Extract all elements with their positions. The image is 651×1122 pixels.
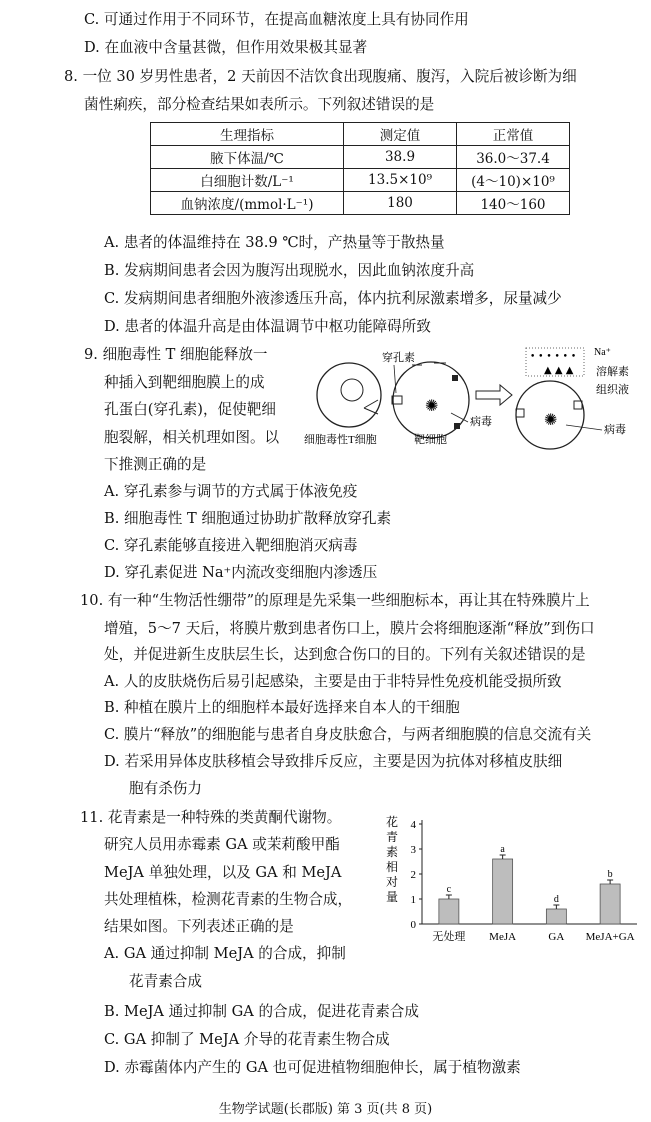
x-tick-label: MeJA+GA	[585, 931, 635, 943]
lysozyme-label: 溶解素	[596, 366, 629, 378]
q10-option-a: A. 人的皮肤烧伤后易引起感染，主要是由于非特异性免疫机能受损所致	[104, 673, 562, 690]
y-axis-label-char: 量	[386, 890, 399, 904]
virus-icon: ✺	[425, 396, 439, 415]
q11-stem-line1: 11. 花青素是一种特殊的类黄酮代谢物。	[80, 809, 342, 826]
tissue-fluid-label: 组织液	[596, 384, 629, 396]
table-header-cell: 生理指标	[151, 123, 344, 146]
q9-stem-line3: 孔蛋白(穿孔素)，促使靶细	[104, 401, 276, 418]
q10-stem-line3: 处，并促进新生皮肤层生长，达到愈合伤口的目的。下列有关叙述错误的是	[104, 646, 586, 663]
table-cell: (4～10)×10⁹	[457, 169, 570, 192]
q10-option-d: D. 若采用异体皮肤移植会导致排斥反应，主要是因为抗体对移植皮肤细	[104, 753, 563, 770]
option-c-prev: C. 可通过作用于不同环节，在提高血糖浓度上具有协同作用	[84, 11, 469, 28]
perforin-mechanism-diagram	[304, 343, 649, 453]
pore-channel	[516, 409, 524, 417]
significance-letter: c	[446, 884, 452, 895]
option-d-prev: D. 在血液中含量甚微，但作用效果极其显著	[84, 39, 368, 56]
q8-option-b: B. 发病期间患者会因为腹泻出现脱水，因此血钠浓度升高	[104, 262, 475, 279]
virus-label-1: 病毒	[470, 416, 492, 428]
q9-stem-line5: 下推测正确的是	[104, 456, 207, 473]
pore-mark	[452, 375, 458, 381]
bar	[493, 859, 513, 924]
q8-stem-line2: 菌性痢疾，部分检查结果如表所示。下列叙述错误的是	[84, 96, 435, 113]
bar	[600, 884, 620, 924]
bar	[546, 909, 566, 924]
virus-icon: ✺	[544, 410, 558, 429]
significance-letter: d	[553, 894, 559, 905]
y-tick-label: 0	[410, 919, 416, 931]
table-cell: 腋下体温/℃	[151, 146, 344, 169]
q9-stem-line2: 种插入到靶细胞膜上的成	[104, 374, 265, 391]
perforin-label: 穿孔素	[382, 352, 415, 364]
na-label: Na⁺	[594, 347, 611, 358]
x-tick-label: 无处理	[432, 931, 466, 943]
y-tick-label: 1	[410, 894, 416, 906]
q9-option-c: C. 穿孔素能够直接进入靶细胞消灭病毒	[104, 537, 358, 554]
q10-option-b: B. 种植在膜片上的细胞样本最好选择来自本人的干细胞	[104, 699, 460, 716]
q10-option-c: C. 膜片“释放”的细胞能与患者自身皮肤愈合，与两者细胞膜的信息交流有关	[104, 726, 592, 743]
q11-stem-line4: 共处理植株，检测花青素的生物合成，	[104, 891, 353, 908]
table-header-row	[151, 123, 570, 146]
q11-stem-line2: 研究人员用赤霉素 GA 或茉莉酸甲酯	[104, 836, 340, 853]
q11-option-a: A. GA 通过抑制 MeJA 的合成，抑制	[104, 945, 346, 962]
y-axis-label-char: 青	[386, 830, 399, 844]
y-axis-label-char: 花	[386, 815, 399, 829]
q9-option-b: B. 细胞毒性 T 细胞通过协助扩散释放穿孔素	[104, 510, 392, 527]
na-ion-dots: • • • • • •	[530, 352, 577, 362]
virus-label-2: 病毒	[604, 424, 626, 436]
process-arrow	[476, 385, 512, 405]
target-cell-label: 靶细胞	[414, 434, 447, 446]
q8-option-a: A. 患者的体温维持在 38.9 ℃时，产热量等于散热量	[104, 234, 445, 251]
ctl-label: 细胞毒性T细胞	[304, 434, 377, 446]
virus-pointer	[566, 425, 602, 430]
significance-letter: a	[500, 844, 505, 855]
table-row	[151, 169, 570, 192]
ctl-nucleus	[341, 379, 363, 401]
table-cell: 180	[344, 192, 457, 215]
bar	[439, 899, 459, 924]
table-cell: 13.5×10⁹	[344, 169, 457, 192]
y-axis-label-char: 对	[386, 875, 399, 889]
table-header-cell: 正常值	[457, 123, 570, 146]
q11-option-c: C. GA 抑制了 MeJA 介导的花青素生物合成	[104, 1031, 390, 1048]
y-tick-label: 2	[410, 869, 416, 881]
q11-option-b: B. MeJA 通过抑制 GA 的合成，促进花青素合成	[104, 1003, 419, 1020]
significance-letter: b	[607, 869, 613, 880]
q11-option-a-cont: 花青素合成	[129, 973, 202, 990]
q8-stem-line1: 8. 一位 30 岁男性患者，2 天前因不洁饮食出现腹痛、腹泻，入院后被诊断为细	[64, 68, 577, 85]
q8-option-d: D. 患者的体温升高是由体温调节中枢功能障碍所致	[104, 318, 431, 335]
q11-option-d: D. 赤霉菌体内产生的 GA 也可促进植物细胞伸长，属于植物激素	[104, 1059, 521, 1076]
q9-option-d: D. 穿孔素促进 Na⁺内流改变细胞内渗透压	[104, 564, 378, 581]
x-tick-label: GA	[548, 931, 565, 943]
q9-stem-line1: 9. 细胞毒性 T 细胞能释放一	[84, 346, 268, 363]
table-row	[151, 192, 570, 215]
y-axis-label-char: 素	[386, 845, 399, 859]
q8-option-c: C. 发病期间患者细胞外液渗透压升高，体内抗利尿激素增多，尿量减少	[104, 290, 562, 307]
table-cell: 36.0～37.4	[457, 146, 570, 169]
page-footer: 生物学试题(长郡版) 第 3 页(共 8 页)	[218, 1102, 433, 1117]
q11-stem-line3: MeJA 单独处理，以及 GA 和 MeJA	[104, 864, 342, 881]
q10-stem-line2: 增殖，5～7 天后，将膜片敷到患者伤口上，膜片会将细胞逐渐“释放”到伤口	[104, 620, 595, 637]
q10-stem-line1: 10. 有一种“生物活性绷带”的原理是先采集一些细胞标本，再让其在特殊膜片上	[80, 592, 590, 609]
lysozyme-triangles: ▲ ▲ ▲	[544, 365, 574, 376]
q9-option-a: A. 穿孔素参与调节的方式属于体液免疫	[104, 483, 358, 500]
ctl-cell	[317, 363, 381, 427]
table-row	[151, 146, 570, 169]
y-tick-label: 4	[410, 819, 416, 831]
table-header-cell: 测定值	[344, 123, 457, 146]
table-cell: 140～160	[457, 192, 570, 215]
anthocyanin-bar-chart	[382, 812, 644, 962]
pore-mark	[454, 423, 460, 429]
q8-data-table	[150, 122, 570, 215]
q11-stem-line5: 结果如图。下列表述正确的是	[104, 918, 294, 935]
table-cell: 血钠浓度/(mmol·L⁻¹)	[151, 192, 344, 215]
y-tick-label: 3	[410, 844, 416, 856]
x-tick-label: MeJA	[489, 931, 517, 943]
q10-option-d-cont: 胞有杀伤力	[129, 780, 202, 797]
y-axis-label-char: 相	[386, 860, 399, 874]
table-cell: 38.9	[344, 146, 457, 169]
table-cell: 白细胞计数/L⁻¹	[151, 169, 344, 192]
q9-stem-line4: 胞裂解，相关机理如图。以	[104, 429, 280, 446]
